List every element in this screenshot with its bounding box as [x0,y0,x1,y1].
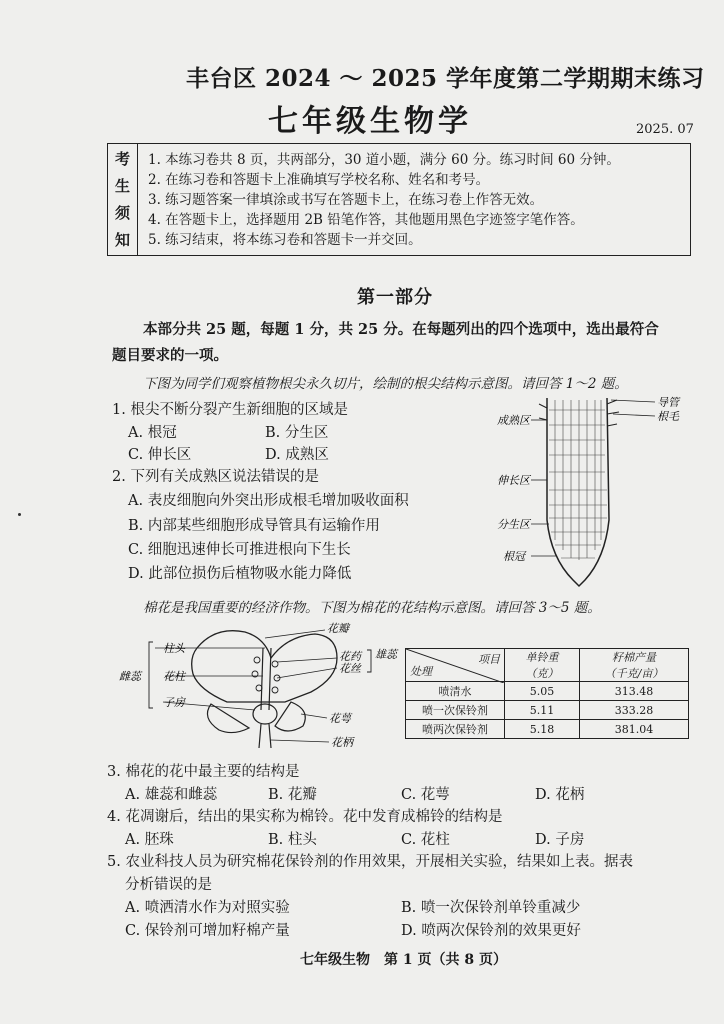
question-5-line2: 分析错误的是 [125,877,212,893]
cell-yield: 313.48 [580,682,689,701]
label-elongation-zone: 伸长区 [497,474,530,487]
notice-side-char: 考 [115,150,131,168]
q3-option-b[interactable]: B. 花瓣 [268,787,317,803]
q3-option-c[interactable]: C. 花萼 [401,787,450,803]
q5-option-c[interactable]: C. 保铃剂可增加籽棉产量 [125,923,290,939]
cell-treatment: 喷清水 [406,682,505,701]
header-item: 项目 [478,653,500,666]
q4-option-c[interactable]: C. 花柱 [401,832,450,848]
cotton-context: 棉花是我国重要的经济作物。下图为棉花的花结构示意图。请回答 3～5 题。 [143,600,601,616]
notice-side-label [108,144,138,255]
q1-option-c[interactable]: C. 伸长区 [128,447,192,463]
notice-side-char: 知 [115,231,131,249]
exam-date: 2025. 07 [636,122,694,137]
label-style: 花柱 [163,670,185,683]
yield-table [405,648,689,739]
exam-title: 丰台区 2024 ～ 2025 学年度第二学期期末练习 [186,65,705,92]
subject-title: 七年级生物学 [268,104,472,139]
label-pistil: 雌蕊 [119,670,141,683]
label-ovary: 子房 [163,696,185,709]
label-root-hair: 根毛 [657,410,679,423]
label-filament: 花丝 [339,662,361,675]
q5-option-d[interactable]: D. 喷两次保铃剂的效果更好 [401,923,581,939]
notice-item: 3. 练习题答案一律填涂或书写在答题卡上，在练习卷上作答无效。 [148,192,544,208]
header-yield [580,649,689,682]
cell-treatment: 喷一次保铃剂 [406,701,505,720]
root-tip-diagram [495,390,705,590]
q1-option-a[interactable]: A. 根冠 [128,425,177,441]
table-corner-cell [406,649,505,682]
part-title: 第一部分 [357,287,433,308]
cell-yield: 381.04 [580,720,689,739]
q3-option-a[interactable]: A. 雄蕊和雌蕊 [125,787,218,803]
cell-boll-weight: 5.11 [505,701,580,720]
q4-option-b[interactable]: B. 柱头 [268,832,317,848]
cell-boll-weight: 5.18 [505,720,580,739]
q2-option-b[interactable]: B. 内部某些细胞形成导管具有运输作用 [128,518,380,534]
label-division-zone: 分生区 [497,518,530,531]
label-root-cap: 根冠 [503,550,525,563]
part-intro-line2: 题目要求的一项。 [112,347,228,364]
notice-box [107,143,691,256]
label-vessel: 导管 [657,396,679,409]
table-row [406,720,689,739]
question-1: 1. 根尖不断分裂产生新细胞的区域是 [112,402,348,418]
notice-side-char: 须 [115,204,131,222]
notice-item: 1. 本练习卷共 8 页，共两部分，30 道小题，满分 60 分。练习时间 60 分钟。 [148,152,620,168]
q1-option-d[interactable]: D. 成熟区 [265,447,329,463]
q4-option-a[interactable]: A. 胚珠 [125,832,174,848]
header-treatment: 处理 [410,665,432,678]
header-boll-weight-line1: 单铃重 [525,651,559,664]
cotton-flower-diagram [115,618,405,753]
header-boll-weight-line2: （克） [525,667,559,680]
label-anther: 花药 [339,650,361,663]
label-petal: 花瓣 [327,622,349,635]
header-boll-weight [505,649,580,682]
q5-option-a[interactable]: A. 喷洒清水作为对照实验 [125,900,290,916]
part-intro-line1: 本部分共 25 题，每题 1 分，共 25 分。在每题列出的四个选项中，选出最符合 [143,321,659,338]
label-pedicel: 花柄 [331,736,353,749]
label-sepal: 花萼 [329,712,351,725]
notice-list [148,150,620,250]
q2-option-a[interactable]: A. 表皮细胞向外突出形成根毛增加吸收面积 [128,493,409,509]
scan-speck [18,513,21,516]
table-row [406,701,689,720]
notice-item: 5. 练习结束，将本练习卷和答题卡一并交回。 [148,232,422,248]
q4-option-d[interactable]: D. 子房 [535,832,585,848]
q2-option-c[interactable]: C. 细胞迅速伸长可推进根向下生长 [128,542,351,558]
question-3: 3. 棉花的花中最主要的结构是 [107,764,300,780]
q1-option-b[interactable]: B. 分生区 [265,425,329,441]
label-maturation-zone: 成熟区 [497,414,530,427]
header-yield-line2: （千克/亩） [604,667,664,680]
notice-item: 4. 在答题卡上，选择题用 2B 铅笔作答，其他题用黑色字迹签字笔作答。 [148,212,584,228]
page-footer: 七年级生物 第 1 页（共 8 页） [300,952,507,968]
table-header-row [406,649,689,682]
label-stamen: 雄蕊 [375,648,397,661]
question-5-line1: 5. 农业科技人员为研究棉花保铃剂的作用效果，开展相关实验，结果如上表。据表 [107,854,633,870]
label-stigma: 柱头 [163,642,185,655]
cell-yield: 333.28 [580,701,689,720]
notice-side-char: 生 [115,177,131,195]
q5-option-b[interactable]: B. 喷一次保铃剂单铃重减少 [401,900,581,916]
header-yield-line1: 籽棉产量 [612,651,656,664]
table-row [406,682,689,701]
cell-boll-weight: 5.05 [505,682,580,701]
question-2: 2. 下列有关成熟区说法错误的是 [112,469,319,485]
root-context: 下图为同学们观察植物根尖永久切片，绘制的根尖结构示意图。请回答 1～2 题。 [143,376,628,392]
cell-treatment: 喷两次保铃剂 [406,720,505,739]
notice-item: 2. 在练习卷和答题卡上准确填写学校名称、姓名和考号。 [148,172,490,188]
question-4: 4. 花凋谢后，结出的果实称为棉铃。花中发育成棉铃的结构是 [107,809,503,825]
q3-option-d[interactable]: D. 花柄 [535,787,585,803]
q2-option-d[interactable]: D. 此部位损伤后植物吸水能力降低 [128,566,352,582]
